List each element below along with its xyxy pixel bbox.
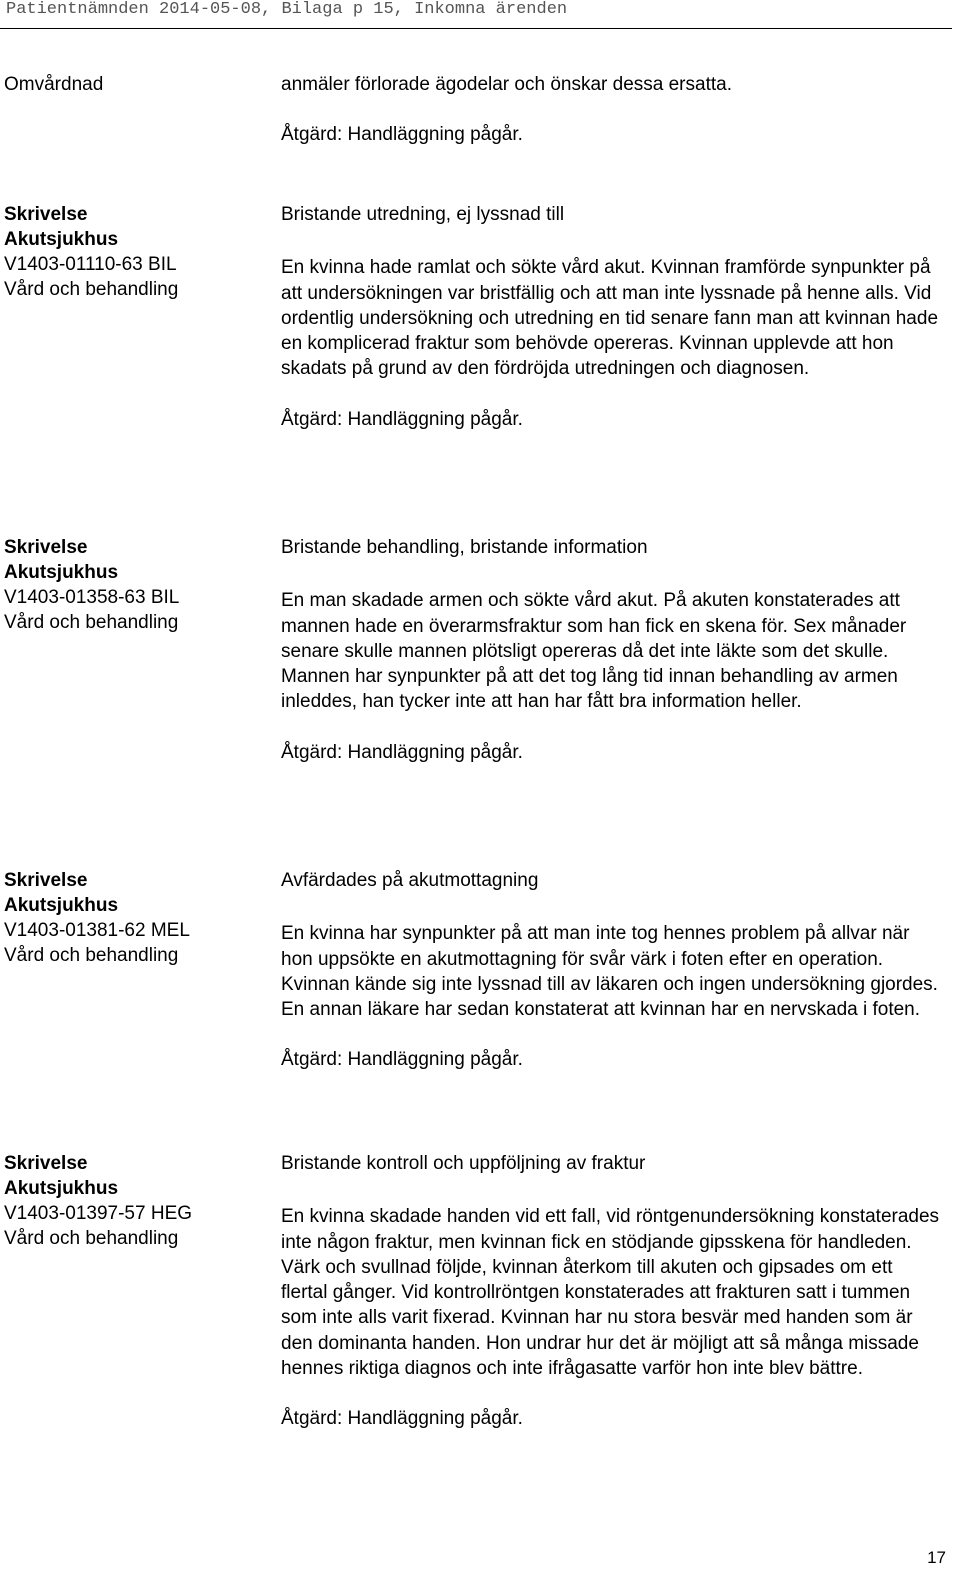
case-category: Vård och behandling — [4, 945, 179, 966]
case-subject: Bristande behandling, bristande information — [281, 537, 648, 558]
case-category: Vård och behandling — [4, 1228, 179, 1249]
case-meta — [4, 868, 264, 968]
intro-action: Åtgärd: Handläggning pågår. — [281, 124, 523, 145]
case-category: Vård och behandling — [4, 612, 179, 633]
case-subject: Bristande kontroll och uppföljning av fraktur — [281, 1153, 646, 1174]
case-content — [281, 202, 943, 432]
case-type: Skrivelse — [4, 870, 88, 891]
case-content — [281, 535, 943, 765]
case-action: Åtgärd: Handläggning pågår. — [281, 741, 523, 763]
case-category: Vård och behandling — [4, 279, 179, 300]
case-meta — [4, 1151, 264, 1251]
case-subject: Bristande utredning, ej lyssnad till — [281, 204, 565, 225]
case-body: En man skadade armen och sökte vård akut. På akuten konstaterades att mannen hade en överarmsfraktur som han fick en skena för. Sex månader senare skulle mannen plötsligt opereras då det inte läkte som det skulle. Mannen har synpunkter på att det tog lång tid innan behandling av armen inleddes, han tycker inte att han har fått bra information heller. — [281, 590, 907, 713]
case-meta — [4, 202, 264, 302]
case-id: V1403-01358-63 BIL — [4, 587, 180, 608]
case-type: Skrivelse — [4, 1153, 88, 1174]
intro-content — [281, 72, 941, 147]
intro-category: Omvårdnad — [4, 74, 104, 95]
case-content — [281, 868, 943, 1073]
case-type: Skrivelse — [4, 537, 88, 558]
case-body: En kvinna skadade handen vid ett fall, vid röntgenundersökning konstaterades inte någon fraktur, men kvinnan fick en stödjande gipsskena för handleden. Värk och svullnad följde, kvinnan återkom till akuten och gipsades om ett flertal gånger. Vid kontrollröntgen konstaterades att frakturen satt i tummen som inte alls varit fixerad. Kvinnan har nu stora besvär med handen som är den dominanta handen. Hon undrar hur det är möjligt att så många missade hennes riktiga diagnos och inte ifrågasatte varför hon inte blev bättre. — [281, 1206, 940, 1380]
case-subject: Avfärdades på akutmottagning — [281, 870, 539, 891]
case-body: En kvinna hade ramlat och sökte vård akut. Kvinnan framförde synpunkter på att undersökningen var bristfällig och att man inte lyssnade på henne alls. Vid ordentlig undersökning och utredning en tid senare fann man att kvinnan hade en komplicerad fraktur som behövde opereras. Kvinnan upplevde att hon skadats på grund av den fördröjda utredningen och diagnosen. — [281, 257, 939, 380]
case-meta — [4, 535, 264, 635]
case-action: Åtgärd: Handläggning pågår. — [281, 1049, 523, 1071]
case-unit: Akutsjukhus — [4, 895, 119, 916]
case-action: Åtgärd: Handläggning pågår. — [281, 1408, 523, 1430]
case-action: Åtgärd: Handläggning pågår. — [281, 408, 523, 430]
page-number: 17 — [927, 1548, 946, 1567]
case-unit: Akutsjukhus — [4, 562, 119, 583]
case-unit: Akutsjukhus — [4, 1178, 119, 1199]
case-unit: Akutsjukhus — [4, 229, 119, 250]
case-id: V1403-01397-57 HEG — [4, 1203, 193, 1224]
intro-text: anmäler förlorade ägodelar och önskar dessa ersatta. — [281, 74, 732, 95]
case-id: V1403-01110-63 BIL — [4, 254, 177, 275]
header-text: Patientnämnden 2014-05-08, Bilaga p 15, Inkomna ärenden — [6, 0, 568, 19]
case-id: V1403-01381-62 MEL — [4, 920, 190, 941]
case-content — [281, 1151, 943, 1432]
case-type: Skrivelse — [4, 204, 88, 225]
page-header — [0, 0, 952, 29]
case-body: En kvinna har synpunkter på att man inte tog hennes problem på allvar när hon uppsökte en akutmottagning för svår värk i foten efter en operation. Kvinnan kände sig inte lyssnad till av läkaren och ingen undersökning gjordes. En annan läkare har sedan konstaterat att kvinnan har en nervskada i foten. — [281, 923, 938, 1021]
